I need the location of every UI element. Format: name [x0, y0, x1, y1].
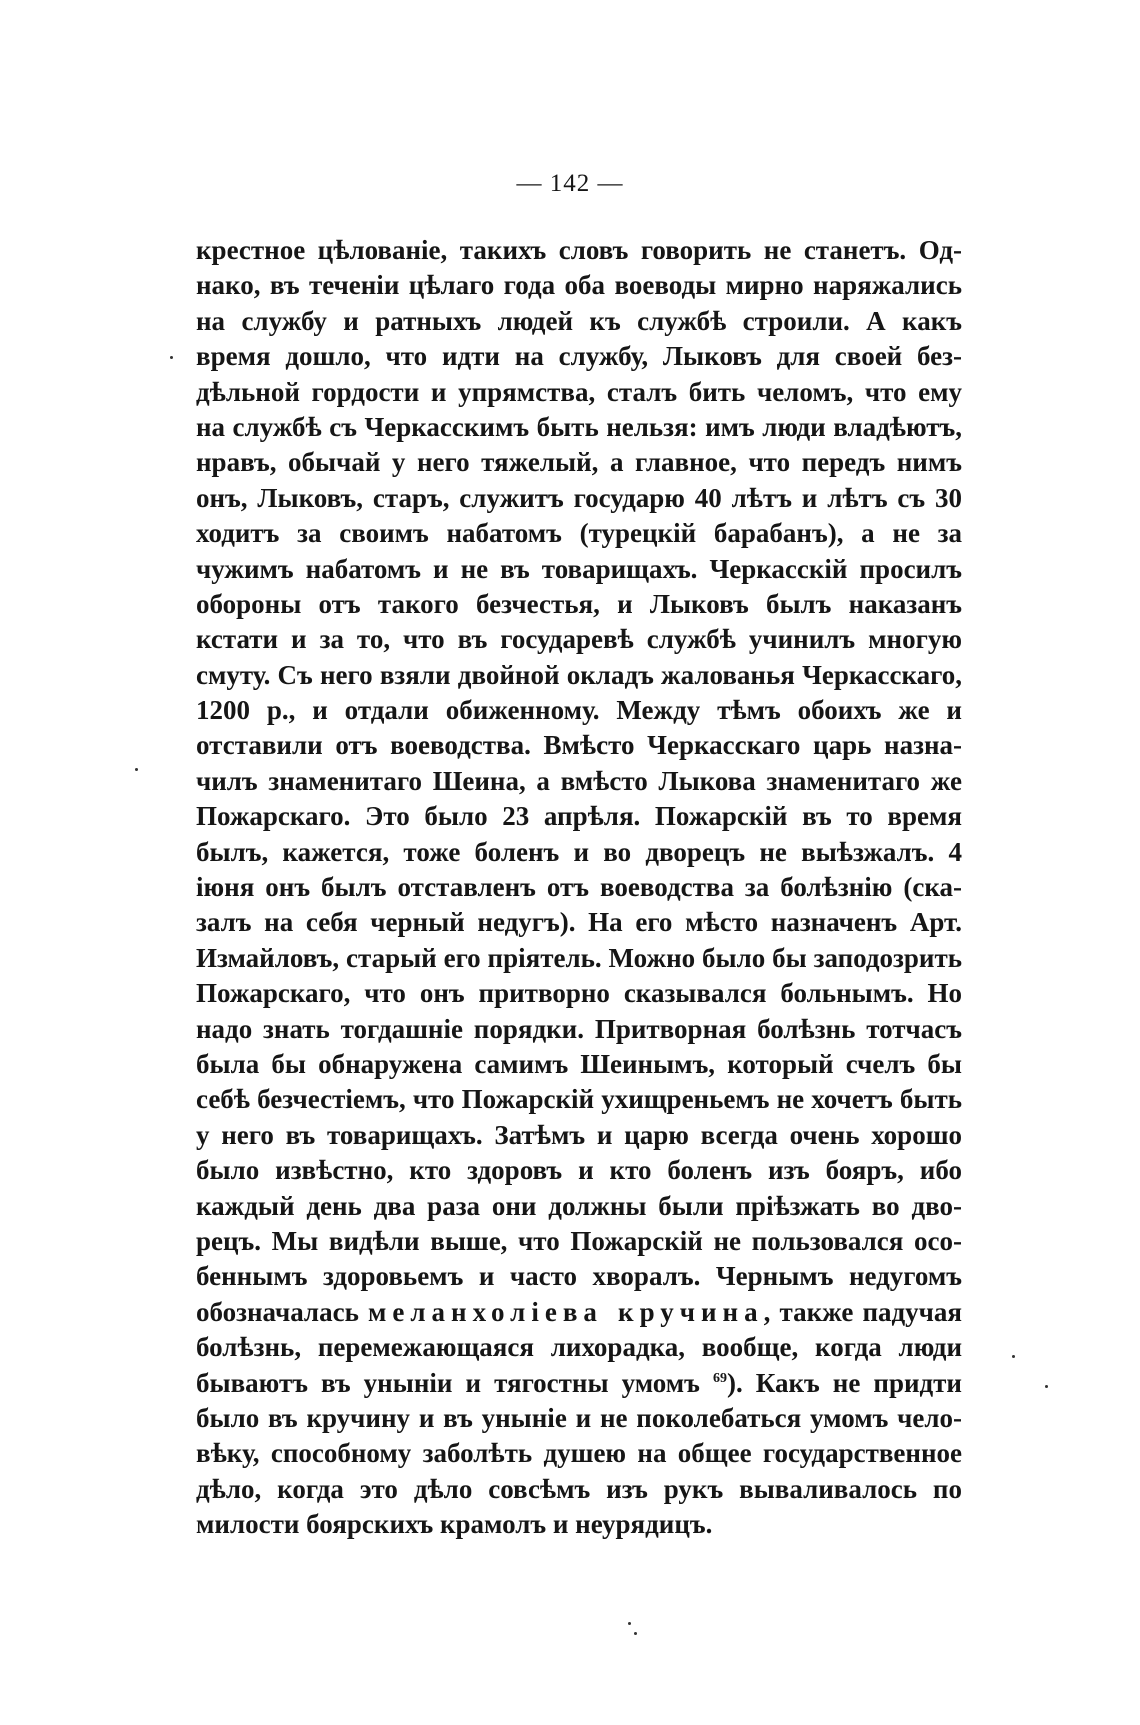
- text-line: каждый день два раза они должны были пріѣзжать во дво-: [196, 1190, 962, 1221]
- text-line: смуту. Съ него взяли двойной окладъ жалованья Черкасскаго,: [196, 659, 962, 690]
- text-line: обороны отъ такого безчестья, и Лыковъ былъ наказанъ: [196, 588, 962, 619]
- scan-speck: [170, 356, 173, 359]
- text-line: время дошло, что идти на службу, Лыковъ для своей без-: [196, 341, 962, 372]
- text-line: ходитъ за своимъ набатомъ (турецкій барабанъ), а не за: [196, 518, 962, 549]
- text-line: на службѣ съ Черкасскимъ быть нельзя: имъ люди владѣютъ,: [196, 411, 962, 442]
- text-line: у него въ товарищахъ. Затѣмъ и царю всегда очень хорошо: [196, 1119, 962, 1150]
- text-line: Измайловъ, старый его пріятель. Можно было бы заподозрить: [196, 942, 962, 973]
- text-segment: , также падучая: [763, 1296, 963, 1327]
- scan-speck: [1012, 1355, 1015, 1358]
- text-line: 1200 р., и отдали обиженному. Между тѣмъ обоихъ же и: [196, 695, 962, 726]
- text-line: чужимъ набатомъ и не въ товарищахъ. Черкасскій просилъ: [196, 553, 962, 584]
- scan-speck: [135, 768, 138, 771]
- text-line: онъ, Лыковъ, старъ, служитъ государю 40 лѣтъ и лѣтъ съ 30: [196, 482, 962, 513]
- text-segment: бываютъ въ уныніи и тягостны умомъ: [196, 1367, 713, 1398]
- text-line: надо знать тогдашніе порядки. Притворная болѣзнь тотчасъ: [196, 1013, 962, 1044]
- scan-speck: [628, 1622, 631, 1625]
- text-line: нако, въ теченіи цѣлаго года оба воеводы мирно наряжались: [196, 270, 962, 301]
- text-line: дѣльной гордости и упрямства, сталъ бить челомъ, что ему: [196, 376, 962, 407]
- text-line: была бы обнаружена самимъ Шеинымъ, который счелъ бы: [196, 1048, 962, 1079]
- text-line: крестное цѣлованіе, такихъ словъ говорить не станетъ. Од-: [196, 235, 962, 265]
- text-segment: обозначалась: [196, 1296, 368, 1327]
- text-line: беннымъ здоровьемъ и часто хворалъ. Чернымъ недугомъ: [196, 1261, 962, 1292]
- text-line: милости боярскихъ крамолъ и неурядицъ.: [196, 1509, 713, 1540]
- text-line: болѣзнь, перемежающаяся лихорадка, вообще, когда люди: [196, 1332, 962, 1363]
- text-line: іюня онъ былъ отставленъ отъ воеводства за болѣзнію (ска-: [196, 872, 962, 903]
- text-line: отставили отъ воеводства. Вмѣсто Черкасскаго царь назна-: [196, 730, 962, 761]
- text-line: чилъ знаменитаго Шеина, а вмѣсто Лыкова знаменитаго же: [196, 765, 962, 796]
- body-text: [196, 233, 962, 1542]
- text-line: былъ, кажется, тоже боленъ и во дворецъ не выѣзжалъ. 4: [196, 836, 962, 867]
- scan-speck: [1045, 1385, 1048, 1388]
- footnote-ref: 69: [712, 1370, 727, 1386]
- text-line: вѣку, способному заболѣть душею на общее государственное: [196, 1438, 962, 1469]
- page-number: — 142 —: [516, 170, 624, 197]
- text-line: на службу и ратныхъ людей къ службѣ строили. А какъ: [196, 305, 962, 336]
- text-line: залъ на себя черный недугъ). На его мѣсто назначенъ Арт.: [196, 907, 962, 938]
- text-line: дѣло, когда это дѣло совсѣмъ изъ рукъ вываливалось по: [196, 1473, 962, 1504]
- text-line: [196, 1366, 962, 1401]
- text-line: рецъ. Мы видѣли выше, что Пожарскій не пользовался осо-: [196, 1225, 962, 1256]
- text-line: было извѣстно, кто здоровъ и кто боленъ изъ бояръ, ибо: [196, 1155, 962, 1186]
- scan-speck: [634, 1632, 637, 1635]
- text-line: нравъ, обычай у него тяжелый, а главное, что передъ нимъ: [196, 447, 962, 478]
- spaced-emphasis: меланхоліева кручина: [367, 1296, 764, 1327]
- text-line: [196, 1295, 962, 1330]
- text-line: было въ кручину и въ уныніе и не поколебаться умомъ чело-: [196, 1402, 962, 1433]
- text-line: Пожарскаго, что онъ притворно сказывался больнымъ. Но: [196, 978, 962, 1009]
- text-line: кстати и за то, что въ государевѣ службѣ учинилъ многую: [196, 624, 962, 655]
- text-line: себѣ безчестіемъ, что Пожарскій ухищреньемъ не хочетъ быть: [196, 1084, 962, 1115]
- text-line: Пожарскаго. Это было 23 апрѣля. Пожарскій въ то время: [196, 801, 962, 832]
- text-segment: ). Какъ не придти: [726, 1367, 962, 1398]
